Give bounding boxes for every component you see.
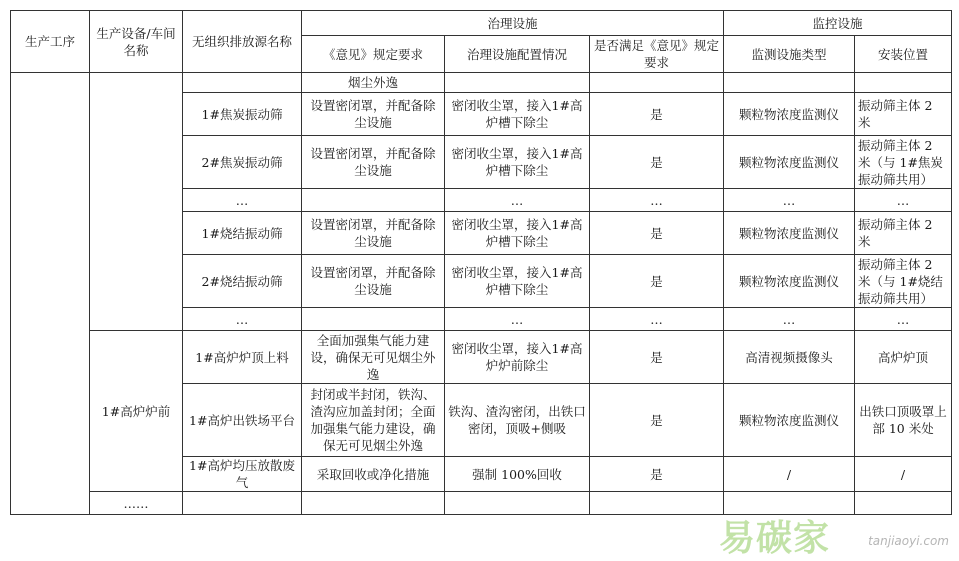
header-meets: 是否满足《意见》规定要求 (590, 36, 724, 73)
requirement-cell (302, 308, 445, 331)
source-cell: 2#烧结振动筛 (183, 255, 302, 308)
monitor-cell (724, 73, 855, 93)
meets-cell: 是 (590, 384, 724, 457)
meets-cell: … (590, 189, 724, 212)
location-cell: 振动筛主体 2 米（与 1#烧结振动筛共用） (855, 255, 952, 308)
monitor-cell: 颗粒物浓度监测仪 (724, 212, 855, 255)
location-cell: 振动筛主体 2 米（与 1#焦炭振动筛共用） (855, 136, 952, 189)
monitor-cell: 颗粒物浓度监测仪 (724, 255, 855, 308)
requirement-cell: 烟尘外逸 (302, 73, 445, 93)
header-monitor-type: 监测设施类型 (724, 36, 855, 73)
header-source: 无组织排放源名称 (183, 11, 302, 73)
config-cell: 铁沟、渣沟密闭，出铁口密闭，顶吸+侧吸 (445, 384, 590, 457)
source-cell: … (183, 189, 302, 212)
config-cell: 密闭收尘罩，接入1#高炉槽下除尘 (445, 93, 590, 136)
source-cell (183, 492, 302, 515)
watermark-brand: 易碳家 (719, 518, 831, 559)
config-cell: … (445, 308, 590, 331)
header-location: 安装位置 (855, 36, 952, 73)
process-cell (11, 73, 90, 515)
header-config: 治理设施配置情况 (445, 36, 590, 73)
equipment-cell: …… (90, 492, 183, 515)
location-cell: 高炉炉顶 (855, 331, 952, 384)
monitor-cell (724, 492, 855, 515)
location-cell: 振动筛主体 2 米 (855, 212, 952, 255)
meets-cell: 是 (590, 212, 724, 255)
table-row-more (11, 492, 952, 515)
header-treatment-group: 治理设施 (302, 11, 724, 36)
config-cell (445, 73, 590, 93)
requirement-cell: 设置密闭罩，并配备除尘设施 (302, 212, 445, 255)
requirement-cell: 封闭或半封闭，铁沟、渣沟应加盖封闭；全面加强集气能力建设，确保无可见烟尘外逸 (302, 384, 445, 457)
requirement-cell: 设置密闭罩，并配备除尘设施 (302, 136, 445, 189)
location-cell: … (855, 189, 952, 212)
config-cell: 强制 100%回收 (445, 457, 590, 492)
location-cell (855, 73, 952, 93)
meets-cell (590, 73, 724, 93)
source-cell: 2#焦炭振动筛 (183, 136, 302, 189)
requirement-cell: 采取回收或净化措施 (302, 457, 445, 492)
location-cell: / (855, 457, 952, 492)
config-cell: 密闭收尘罩，接入1#高炉槽下除尘 (445, 212, 590, 255)
source-cell: 1#烧结振动筛 (183, 212, 302, 255)
location-cell: … (855, 308, 952, 331)
requirement-cell (302, 492, 445, 515)
meets-cell: 是 (590, 331, 724, 384)
equipment-cell-furnace: 1#高炉炉前 (90, 331, 183, 492)
source-cell: 1#高炉均压放散废气 (183, 457, 302, 492)
header-process: 生产工序 (11, 11, 90, 73)
config-cell: 密闭收尘罩，接入1#高炉槽下除尘 (445, 255, 590, 308)
monitor-cell: … (724, 189, 855, 212)
table-row (11, 73, 952, 93)
location-cell: 振动筛主体 2 米 (855, 93, 952, 136)
meets-cell (590, 492, 724, 515)
source-cell: 1#焦炭振动筛 (183, 93, 302, 136)
source-cell: … (183, 308, 302, 331)
requirement-cell: 设置密闭罩，并配备除尘设施 (302, 93, 445, 136)
emission-control-table (10, 10, 952, 515)
requirement-cell (302, 189, 445, 212)
meets-cell: 是 (590, 136, 724, 189)
monitor-cell: 颗粒物浓度监测仪 (724, 93, 855, 136)
requirement-cell: 全面加强集气能力建设，确保无可见烟尘外逸 (302, 331, 445, 384)
config-cell (445, 492, 590, 515)
monitor-cell: 颗粒物浓度监测仪 (724, 384, 855, 457)
header-row-1 (11, 11, 952, 36)
monitor-cell: 颗粒物浓度监测仪 (724, 136, 855, 189)
monitor-cell: 高清视频摄像头 (724, 331, 855, 384)
source-cell: 1#高炉炉顶上料 (183, 331, 302, 384)
monitor-cell: … (724, 308, 855, 331)
source-cell (183, 73, 302, 93)
source-cell: 1#高炉出铁场平台 (183, 384, 302, 457)
equipment-cell (90, 73, 183, 331)
header-monitor-group: 监控设施 (724, 11, 952, 36)
location-cell (855, 492, 952, 515)
config-cell: 密闭收尘罩，接入1#高炉炉前除尘 (445, 331, 590, 384)
config-cell: … (445, 189, 590, 212)
header-equipment: 生产设备/车间名称 (90, 11, 183, 73)
meets-cell: 是 (590, 457, 724, 492)
config-cell: 密闭收尘罩，接入1#高炉槽下除尘 (445, 136, 590, 189)
header-requirement: 《意见》规定要求 (302, 36, 445, 73)
watermark-url: tanjiaoyi.com (868, 534, 949, 548)
monitor-cell: / (724, 457, 855, 492)
meets-cell: … (590, 308, 724, 331)
watermark-logo (719, 510, 949, 559)
table-row (11, 331, 952, 384)
location-cell: 出铁口顶吸罩上部 10 米处 (855, 384, 952, 457)
requirement-cell: 设置密闭罩，并配备除尘设施 (302, 255, 445, 308)
emission-table-container (10, 10, 951, 515)
meets-cell: 是 (590, 93, 724, 136)
meets-cell: 是 (590, 255, 724, 308)
